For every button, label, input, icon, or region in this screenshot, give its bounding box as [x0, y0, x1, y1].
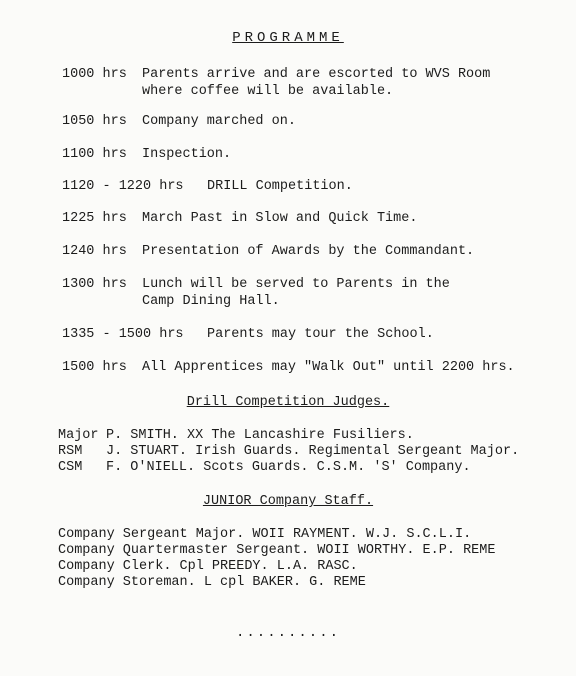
judge-name: P. SMITH. XX The Lancashire Fusiliers. [106, 428, 414, 443]
judge-name: J. STUART. Irish Guards. Regimental Sergeant Major. [106, 444, 520, 459]
judge-name: F. O'NIELL. Scots Guards. C.S.M. 'S' Company. [106, 460, 471, 475]
staff-row: Company Sergeant Major. WOII RAYMENT. W.J. S.C.L.I. [58, 527, 472, 542]
entry-time: 1225 hrs [62, 211, 127, 226]
entry-desc: Presentation of Awards by the Commandant. [142, 244, 475, 259]
closing-dots: .......... [235, 625, 340, 641]
entry-desc: All Apprentices may "Walk Out" until 2200 hrs. [142, 360, 515, 375]
entry-time: 1120 - 1220 hrs [62, 179, 184, 194]
entry-time: 1335 - 1500 hrs [62, 327, 184, 342]
staff-row: Company Quartermaster Sergeant. WOII WORTHY. E.P. REME [58, 543, 496, 558]
entry-desc-cont: where coffee will be available. [142, 84, 394, 99]
page-title: PROGRAMME [232, 30, 344, 46]
staff-heading: JUNIOR Company Staff. [202, 494, 374, 509]
entry-desc-cont: Camp Dining Hall. [142, 294, 280, 309]
judge-rank: RSM [58, 444, 83, 459]
entry-desc: March Past in Slow and Quick Time. [142, 211, 418, 226]
entry-desc: Inspection. [142, 147, 232, 162]
entry-time: 1240 hrs [62, 244, 127, 259]
entry-desc: Company marched on. [142, 114, 296, 129]
entry-time: 1000 hrs [62, 67, 127, 82]
judge-rank: Major [58, 428, 99, 443]
entry-desc: Parents arrive and are escorted to WVS Room [142, 67, 491, 82]
judge-rank: CSM [58, 460, 83, 475]
entry-desc: Parents may tour the School. [207, 327, 434, 342]
entry-desc: DRILL Competition. [207, 179, 353, 194]
entry-time: 1050 hrs [62, 114, 127, 129]
entry-time: 1300 hrs [62, 277, 127, 292]
entry-time: 1500 hrs [62, 360, 127, 375]
judges-heading: Drill Competition Judges. [186, 395, 390, 410]
staff-row: Company Clerk. Cpl PREEDY. L.A. RASC. [58, 559, 358, 574]
entry-time: 1100 hrs [62, 147, 127, 162]
entry-desc: Lunch will be served to Parents in the [142, 277, 450, 292]
staff-row: Company Storeman. L cpl BAKER. G. REME [58, 575, 366, 590]
